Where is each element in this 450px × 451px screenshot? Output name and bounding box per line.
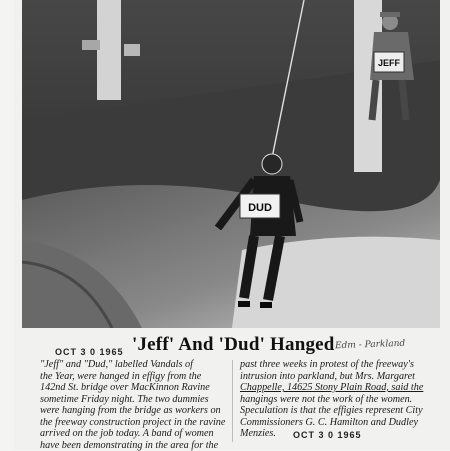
date-stamp-bottom: OCT 3 0 1965: [293, 430, 362, 440]
text-line: past three weeks in protest of the freeway's: [240, 359, 440, 371]
text-line: Commissioners G. C. Hamilton and Dudley: [240, 417, 440, 429]
text-line: Menzies.: [240, 428, 440, 440]
text-line: have been demonstrating in the area for the: [40, 440, 226, 451]
article-column-left: [40, 359, 226, 451]
photo-scene: [22, 0, 440, 328]
news-photo: [22, 0, 440, 328]
text-line: 142nd St. bridge over MacKinnon Ravine: [40, 382, 226, 394]
text-line: "Jeff" and "Dud," labelled Vandals of: [40, 359, 226, 371]
bridge-pole-left: [97, 0, 121, 100]
text-line: hangings were not the work of the women.: [240, 394, 440, 406]
article-column-right: [240, 359, 440, 440]
text-line: the Year, were hanged in effigy from the: [40, 371, 226, 383]
text-line: intrusion into parkland, but Mrs. Margaret: [240, 371, 440, 383]
handwritten-note: Edm - Parkland: [335, 339, 406, 351]
sign-jeff: JEFF: [378, 58, 401, 68]
text-line: the freeway construction project in the ravine: [40, 417, 226, 429]
text-line: Chappelle, 14625 Stony Plain Road, said the: [240, 382, 440, 394]
sign-dud: DUD: [248, 202, 272, 214]
text-line: arrived on the job today. A band of women: [40, 428, 226, 440]
column-divider: [232, 360, 233, 442]
text-line: were hanging from the bridge as workers on: [40, 405, 226, 417]
text-line: sometime Friday night. The two dummies: [40, 394, 226, 406]
date-stamp-top: OCT 3 0 1965: [55, 347, 124, 357]
text-line: Speculation is that the effigies represent City: [240, 405, 440, 417]
headline: 'Jeff' And 'Dud' Hanged: [132, 334, 335, 356]
